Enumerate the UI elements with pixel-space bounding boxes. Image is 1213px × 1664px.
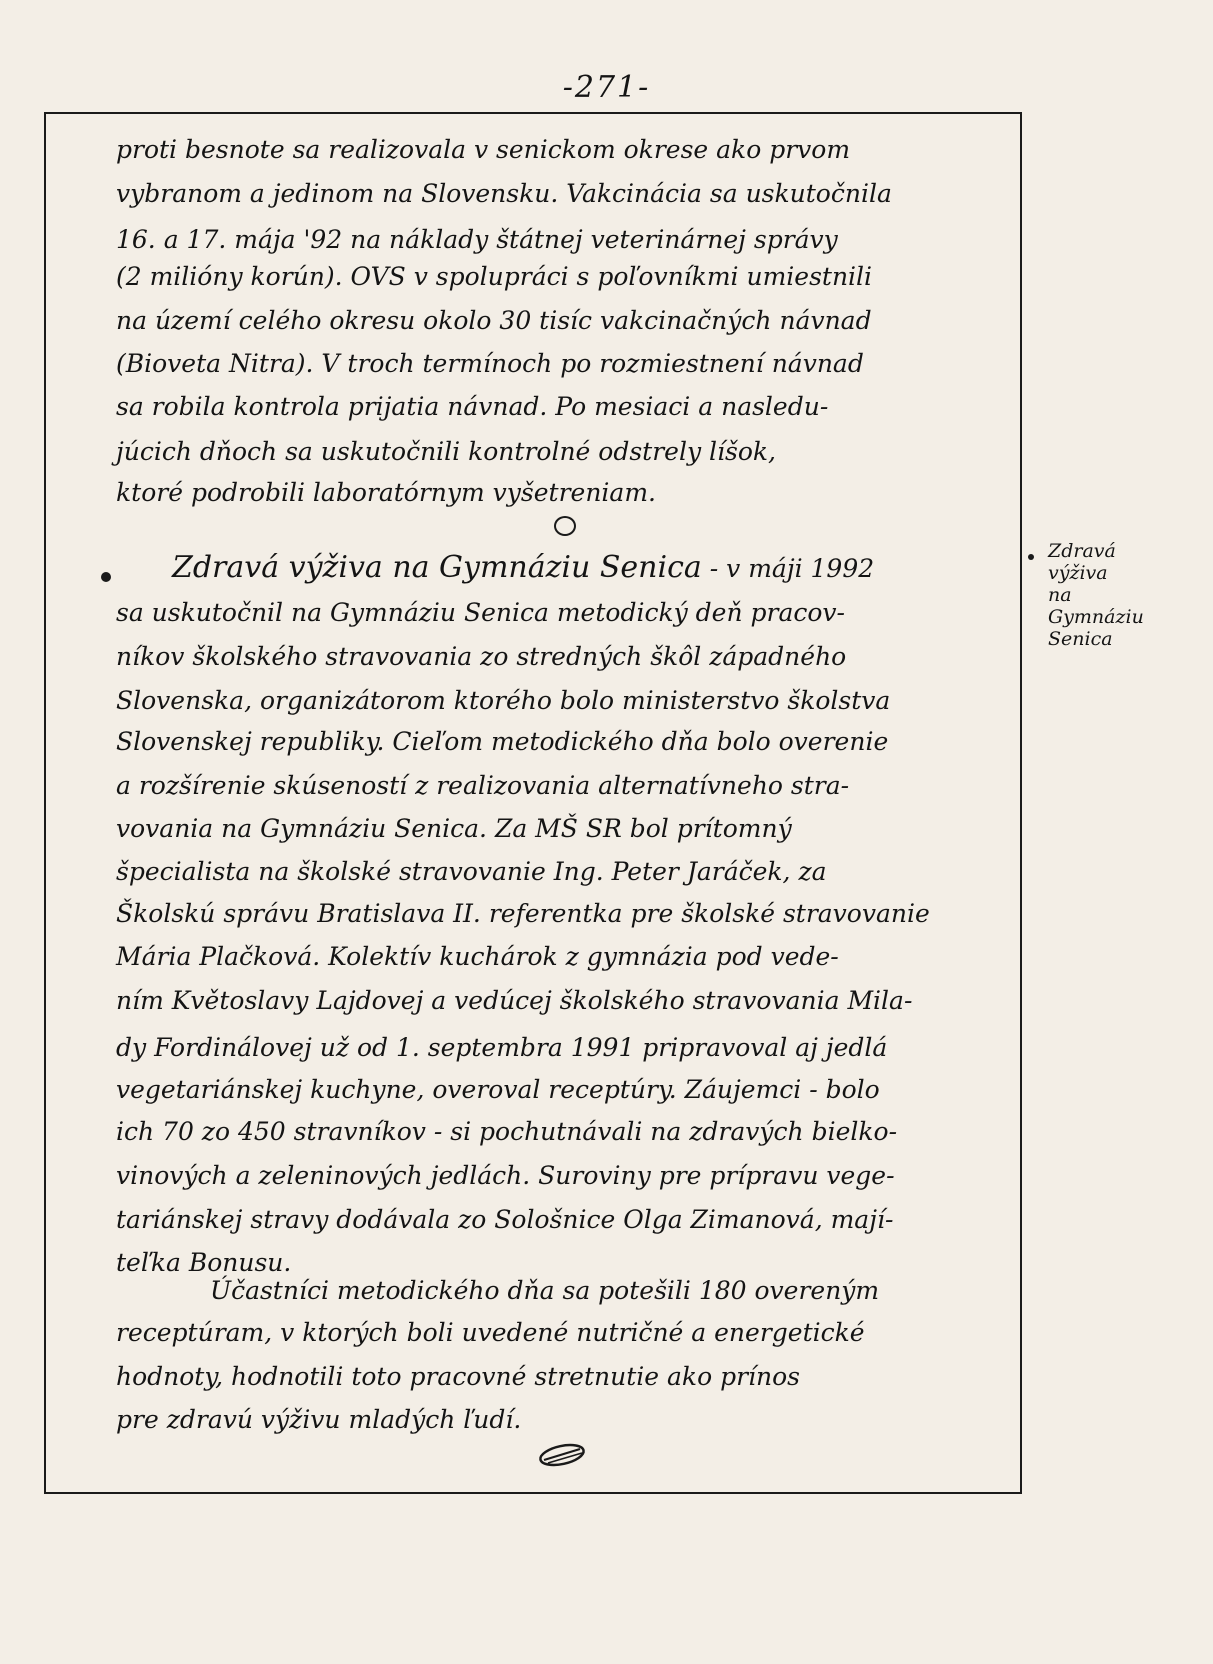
page-number: -271- <box>562 70 651 105</box>
end-mark-symbol <box>534 1441 590 1469</box>
section-heading-line <box>172 550 875 585</box>
text-line: proti besnote sa realizovala v senickom okrese ako prvom <box>116 135 851 164</box>
text-line: ním Květoslavy Lajdovej a vedúcej školského stravovania Mila- <box>116 986 913 1015</box>
margin-note-line: na <box>1048 584 1072 606</box>
text-line: pre zdravú výživu mladých ľudí. <box>116 1405 522 1434</box>
margin-note-bullet <box>1028 554 1034 560</box>
section-heading-date: - v máji 1992 <box>701 554 875 583</box>
text-line: Školskú správu Bratislava II. referentka pre školské stravovanie <box>116 899 930 928</box>
text-line: vovania na Gymnáziu Senica. Za MŠ SR bol prítomný <box>116 814 792 843</box>
margin-note-line: Zdravá <box>1048 540 1116 562</box>
text-line: vinových a zeleninových jedlách. Suroviny pre prípravu vege- <box>116 1161 895 1190</box>
text-line: Slovenska, organizátorom ktorého bolo ministerstvo školstva <box>116 686 891 715</box>
text-line: ktoré podrobili laboratórnym vyšetreniam. <box>116 478 656 507</box>
margin-note-line: Senica <box>1048 628 1113 650</box>
text-line: teľka Bonusu. <box>116 1248 292 1277</box>
margin-note-line: výživa <box>1048 562 1108 584</box>
text-line: špecialista na školské stravovanie Ing. Peter Jaráček, za <box>116 857 827 886</box>
text-line: ich 70 zo 450 stravníkov - si pochutnávali na zdravých bielko- <box>116 1117 898 1146</box>
section-bullet <box>101 572 111 582</box>
text-line: sa uskutočnil na Gymnáziu Senica metodický deň pracov- <box>116 598 845 627</box>
text-line: vybranom a jedinom na Slovensku. Vakcinácia sa uskutočnila <box>116 179 892 208</box>
text-line: a rozšírenie skúseností z realizovania alternatívneho stra- <box>116 771 850 800</box>
section-divider-circle <box>554 516 576 536</box>
text-line: 16. a 17. mája '92 na náklady štátnej veterinárnej správy <box>116 225 838 254</box>
text-line: níkov školského stravovania zo stredných škôl západného <box>116 642 847 671</box>
text-line: na území celého okresu okolo 30 tisíc vakcinačných návnad <box>116 306 872 335</box>
text-line: receptúram, v ktorých boli uvedené nutričné a energetické <box>116 1318 865 1347</box>
text-line: tariánskej stravy dodávala zo Sološnice Olga Zimanová, mají- <box>116 1205 894 1234</box>
text-line: Účastníci metodického dňa sa potešili 180 overeným <box>210 1276 880 1305</box>
text-line: (2 milióny korún). OVS v spolupráci s poľovníkmi umiestnili <box>116 262 873 291</box>
text-line: vegetariánskej kuchyne, overoval receptúry. Záujemci - bolo <box>116 1075 880 1104</box>
text-line: (Bioveta Nitra). V troch termínoch po rozmiestnení návnad <box>116 349 864 378</box>
section-heading: Zdravá výživa na Gymnáziu Senica <box>172 550 702 585</box>
text-line: Slovenskej republiky. Cieľom metodického dňa bolo overenie <box>116 727 889 756</box>
text-line: Mária Plačková. Kolektív kuchárok z gymnázia pod vede- <box>116 942 839 971</box>
text-line: dy Fordinálovej už od 1. septembra 1991 pripravoval aj jedlá <box>116 1033 888 1062</box>
text-line: hodnoty, hodnotili toto pracovné stretnutie ako prínos <box>116 1362 800 1391</box>
margin-note-line: Gymnáziu <box>1048 606 1144 628</box>
text-line: júcich dňoch sa uskutočnili kontrolné odstrely líšok, <box>116 437 776 466</box>
text-line: sa robila kontrola prijatia návnad. Po mesiaci a nasledu- <box>116 392 829 421</box>
